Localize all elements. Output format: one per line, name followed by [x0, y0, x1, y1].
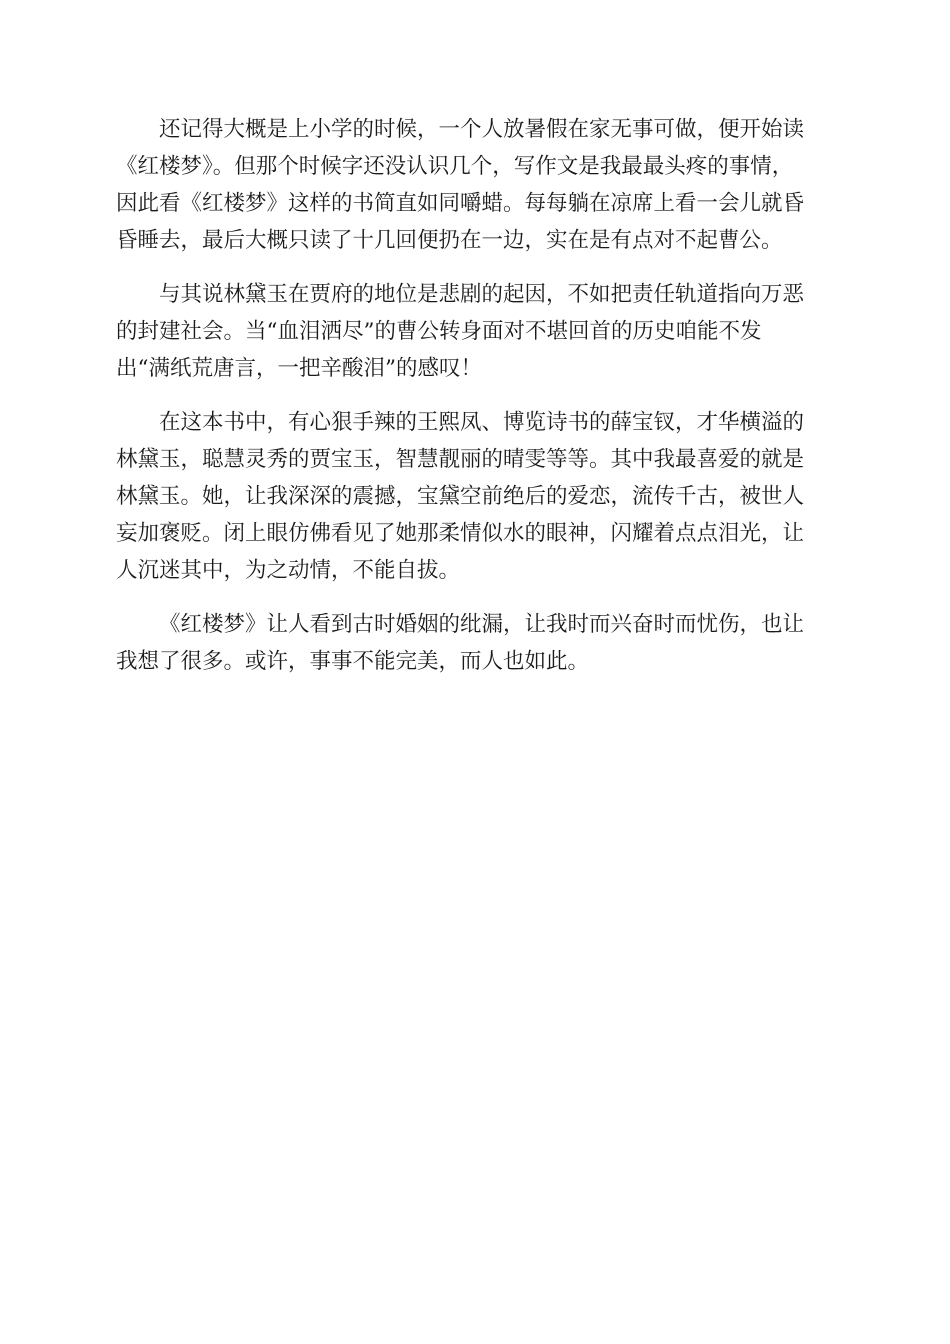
- text-line: 《红楼梦》。但那个时候字还没认识几个，写作文是我最最头疼的事情，: [116, 154, 794, 179]
- text-line: 人沉迷其中，为之动情，不能自拔。: [116, 558, 461, 583]
- text-line: 我想了很多。或许，事事不能完美，而人也如此。: [116, 649, 590, 674]
- text-line: 因此看《红楼梦》这样的书简直如同嚼蜡。每每躺在凉席上看一会儿就昏: [116, 191, 805, 216]
- text-line: 出“满纸荒唐言，一把辛酸泪”的感叹！: [116, 356, 482, 381]
- text-line: 妄加褒贬。闭上眼仿佛看见了她那柔情似水的眼神，闪耀着点点泪光，让: [116, 521, 805, 546]
- text-line: 的封建社会。当“血泪洒尽”的曹公转身面对不堪回首的历史咱能不发: [116, 319, 762, 344]
- text-line: 林黛玉，聪慧灵秀的贾宝玉，智慧靓丽的晴雯等等。其中我最喜爱的就是: [116, 447, 805, 472]
- paragraph-3: [116, 404, 836, 589]
- paragraph-4: [116, 606, 836, 680]
- text-line: 《红楼梦》让人看到古时婚姻的纰漏，让我时而兴奋时而忧伤，也让: [159, 612, 805, 637]
- paragraph-1: [116, 111, 836, 259]
- text-line: 林黛玉。她，让我深深的震撼，宝黛空前绝后的爱恋，流传千古，被世人: [116, 484, 805, 509]
- document-body: [116, 111, 836, 697]
- text-line: 与其说林黛玉在贾府的地位是悲剧的起因，不如把责任轨道指向万恶: [159, 282, 805, 307]
- paragraph-2: [116, 276, 836, 387]
- text-line: 还记得大概是上小学的时候，一个人放暑假在家无事可做，便开始读: [159, 117, 805, 142]
- text-line: 在这本书中，有心狠手辣的王熙凤、博览诗书的薛宝钗，才华横溢的: [159, 410, 805, 435]
- text-line: 昏睡去，最后大概只读了十几回便扔在一边，实在是有点对不起曹公。: [116, 228, 783, 253]
